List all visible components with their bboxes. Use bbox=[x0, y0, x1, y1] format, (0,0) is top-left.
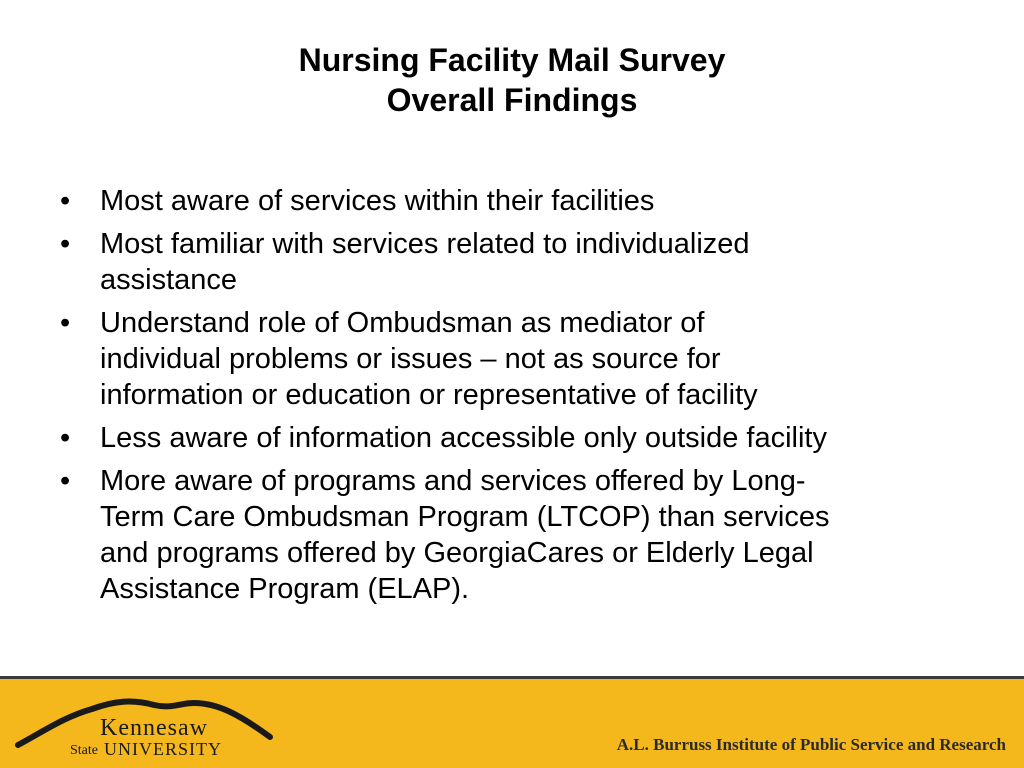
footer-band bbox=[0, 676, 1024, 768]
bullet-list bbox=[60, 183, 980, 614]
bullet-item-3 bbox=[60, 305, 980, 413]
bullet-5-line-3: and programs offered by GeorgiaCares or Elderly Legal bbox=[100, 537, 814, 569]
bullet-3-line-2: individual problems or issues – not as source for bbox=[100, 343, 721, 375]
bullet-5-line-2: Term Care Ombudsman Program (LTCOP) than services bbox=[100, 501, 830, 533]
bullet-marker: • bbox=[60, 307, 71, 339]
bullet-marker: • bbox=[60, 185, 71, 217]
bullet-item-2 bbox=[60, 226, 980, 298]
bullet-3-line-3: information or education or representative of facility bbox=[100, 379, 758, 411]
bullet-marker: • bbox=[60, 422, 71, 454]
slide-title bbox=[0, 40, 1024, 120]
title-line-1: Nursing Facility Mail Survey bbox=[298, 42, 726, 78]
bullet-item-1 bbox=[60, 183, 980, 219]
bullet-marker: • bbox=[60, 465, 71, 497]
bullet-5-line-4: Assistance Program (ELAP). bbox=[100, 573, 470, 605]
bullet-marker: • bbox=[60, 228, 71, 260]
bullet-5-line-1: More aware of programs and services offered by Long- bbox=[100, 465, 806, 497]
bullet-2-line-1: Most familiar with services related to individualized bbox=[100, 228, 750, 260]
bullet-2-line-2: assistance bbox=[100, 264, 238, 296]
logo-text-university: UNIVERSITY bbox=[104, 739, 222, 759]
institute-name: A.L. Burruss Institute of Public Service and Research bbox=[616, 735, 1006, 754]
logo-text-kennesaw: Kennesaw bbox=[100, 715, 208, 741]
bullet-4-line-1: Less aware of information accessible only outside facility bbox=[100, 422, 827, 454]
bullet-item-5 bbox=[60, 463, 980, 607]
logo-text-state: State bbox=[70, 743, 98, 758]
bullet-3-line-1: Understand role of Ombudsman as mediator of bbox=[100, 307, 705, 339]
bullet-1-line-1: Most aware of services within their facilities bbox=[100, 185, 655, 217]
title-line-2: Overall Findings bbox=[386, 82, 638, 118]
kennesaw-state-logo bbox=[14, 691, 284, 763]
bullet-item-4 bbox=[60, 420, 980, 456]
